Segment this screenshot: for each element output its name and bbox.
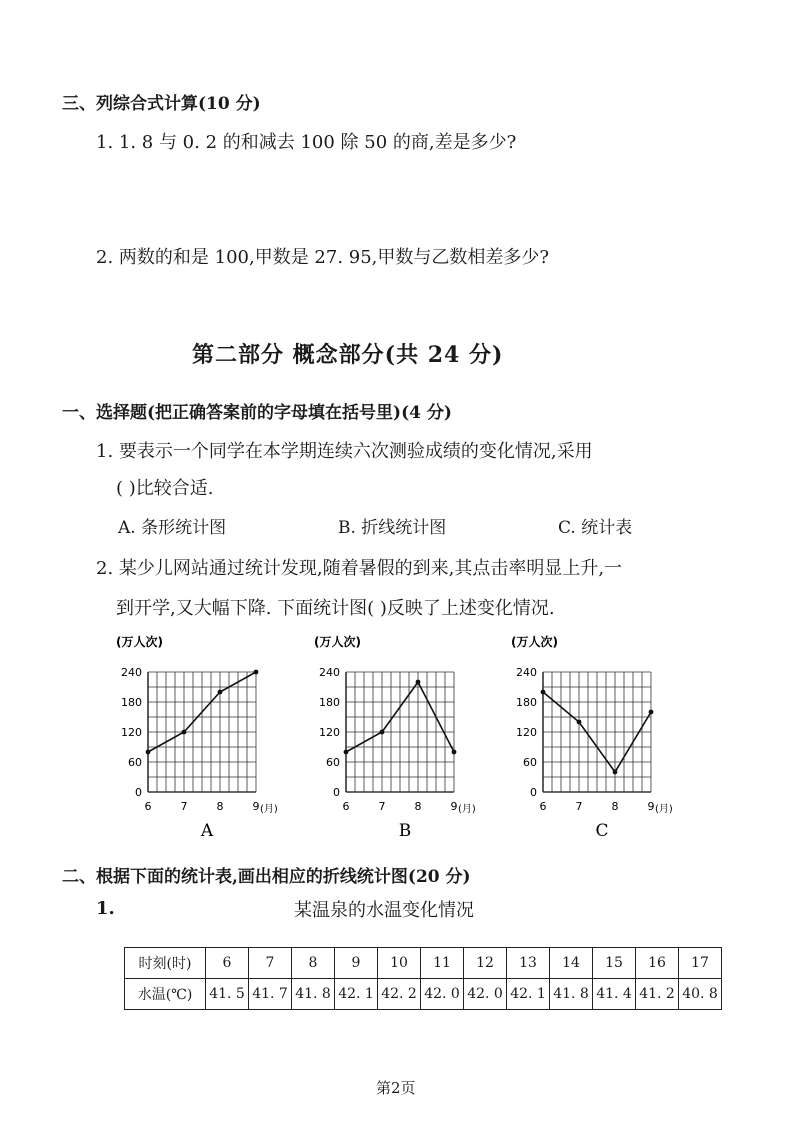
y-tick-label: 0 [333,786,340,799]
choice-heading: 一、选择题(把正确答案前的字母填在括号里)(4 分) [62,403,452,423]
y-tick-label: 240 [319,666,340,679]
temperature-cell: 41. 4 [593,979,636,1010]
y-tick-label: 180 [121,696,142,709]
temperature-cell: 41. 8 [292,979,335,1010]
data-point [649,710,654,715]
row-label-temperature: 水温(℃) [125,979,206,1010]
y-tick-label: 60 [128,756,142,769]
hour-cell: 12 [464,948,507,979]
x-tick-label: 9 [450,800,458,813]
x-tick-label: 6 [342,800,350,813]
data-point [577,720,582,725]
hour-cell: 17 [679,948,722,979]
data-point [146,750,151,755]
y-tick-label: 180 [319,696,340,709]
choice-q2-line1: 2. 某少儿网站通过统计发现,随着暑假的到来,其点击率明显上升,一 [96,558,623,579]
temperature-cell: 42. 1 [335,979,378,1010]
table-question-number: 1. [96,898,115,919]
section-2-heading: 二、根据下面的统计表,画出相应的折线统计图(20 分) [62,867,471,887]
hour-cell: 15 [593,948,636,979]
chart-b [308,628,488,847]
question-3-1: 1. 1. 8 与 0. 2 的和减去 100 除 50 的商,差是多少? [96,132,517,153]
temperature-cell: 41. 7 [249,979,292,1010]
x-tick-label: 7 [378,800,386,813]
data-point [182,730,187,735]
hour-cell: 6 [206,948,249,979]
temperature-cell: 41. 2 [636,979,679,1010]
chart-letter: B [398,821,412,841]
data-point [254,670,259,675]
hour-cell: 16 [636,948,679,979]
chart-a [110,628,290,847]
temperature-row [125,979,722,1010]
temperature-cell: 42. 2 [378,979,421,1010]
temperature-cell: 41. 5 [206,979,249,1010]
y-unit-label: (万人次) [511,635,558,649]
hour-row [125,948,722,979]
hour-cell: 7 [249,948,292,979]
choice-q1-line2: ( )比较合适. [116,478,214,499]
y-tick-label: 120 [319,726,340,739]
x-tick-label: 6 [144,800,152,813]
hour-cell: 13 [507,948,550,979]
x-tick-label: 8 [414,800,422,813]
hour-cell: 8 [292,948,335,979]
x-tick-label: 8 [216,800,224,813]
chart-c-svg [505,628,685,843]
y-tick-label: 60 [523,756,537,769]
x-unit-label: (月) [260,804,278,815]
y-tick-label: 120 [516,726,537,739]
data-point [416,680,421,685]
data-point [541,690,546,695]
section-3-heading: 三、列综合式计算(10 分) [62,94,261,114]
option-a: A. 条形统计图 [118,518,227,538]
chart-letter: A [200,821,214,841]
chart-c [505,628,685,847]
hour-cell: 10 [378,948,421,979]
data-point [344,750,349,755]
chart-letter: C [595,821,609,841]
temperature-cell: 42. 0 [421,979,464,1010]
question-3-2: 2. 两数的和是 100,甲数是 27. 95,甲数与乙数相差多少? [96,247,550,268]
temperature-cell: 42. 0 [464,979,507,1010]
chart-a-svg [110,628,290,843]
y-tick-label: 0 [530,786,537,799]
y-tick-label: 60 [326,756,340,769]
x-unit-label: (月) [655,804,673,815]
chart-b-svg [308,628,488,843]
y-tick-label: 120 [121,726,142,739]
table-title: 某温泉的水温变化情况 [294,900,474,921]
x-tick-label: 7 [575,800,583,813]
y-tick-label: 180 [516,696,537,709]
x-tick-label: 9 [647,800,655,813]
temperature-cell: 40. 8 [679,979,722,1010]
part-2-title: 第二部分 概念部分(共 24 分) [192,342,504,368]
y-unit-label: (万人次) [116,635,163,649]
data-point [380,730,385,735]
x-unit-label: (月) [458,804,476,815]
temperature-table [124,947,722,1010]
option-b: B. 折线统计图 [338,518,447,538]
y-unit-label: (万人次) [314,635,361,649]
x-tick-label: 7 [180,800,188,813]
hour-cell: 11 [421,948,464,979]
data-point [613,770,618,775]
page-number: 第2页 [376,1079,416,1097]
y-tick-label: 240 [516,666,537,679]
temperature-cell: 42. 1 [507,979,550,1010]
choice-q1-line1: 1. 要表示一个同学在本学期连续六次测验成绩的变化情况,采用 [96,441,593,462]
data-point [218,690,223,695]
option-c: C. 统计表 [558,518,633,538]
row-label-hour: 时刻(时) [125,948,206,979]
hour-cell: 9 [335,948,378,979]
temperature-cell: 41. 8 [550,979,593,1010]
choice-q2-line2: 到开学,又大幅下降. 下面统计图( )反映了上述变化情况. [116,598,555,619]
x-tick-label: 9 [252,800,260,813]
y-tick-label: 0 [135,786,142,799]
x-tick-label: 6 [539,800,547,813]
y-tick-label: 240 [121,666,142,679]
data-point [452,750,457,755]
x-tick-label: 8 [611,800,619,813]
hour-cell: 14 [550,948,593,979]
